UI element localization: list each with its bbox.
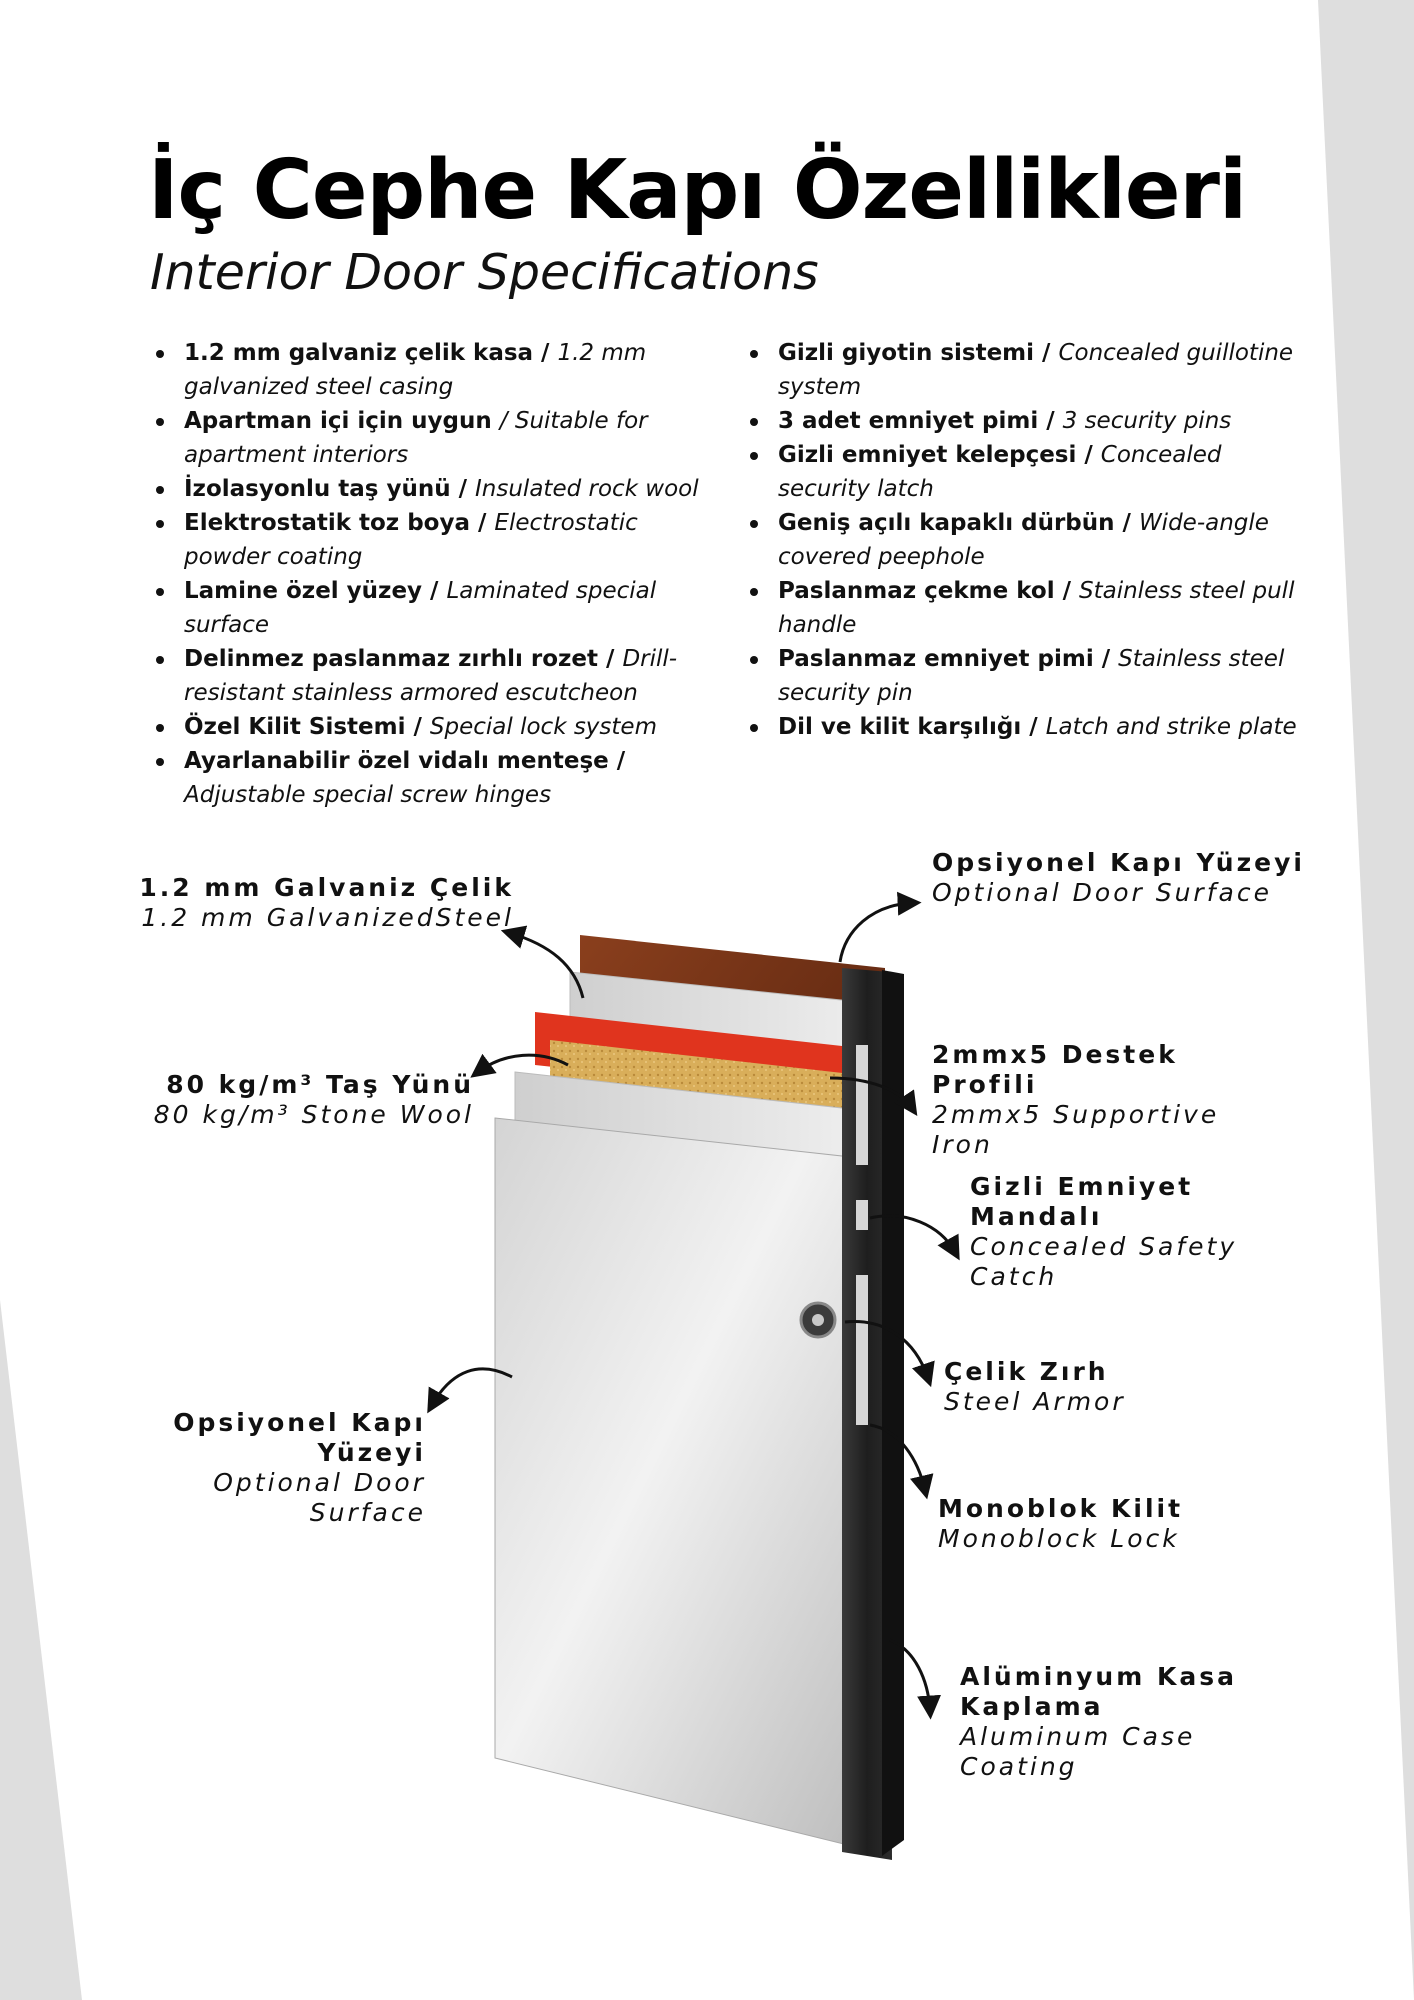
feature-tr: Ayarlanabilir özel vidalı menteşe / (184, 748, 626, 774)
feature-tr: Elektrostatik toz boya / (184, 510, 495, 536)
callout-en: Aluminum Case Coating (960, 1722, 1196, 1781)
callout-aluminum (960, 1662, 1240, 1782)
feature-en: Laminated special surface (184, 578, 657, 638)
feature-tr: Gizli emniyet kelepçesi / (778, 442, 1101, 468)
door-front-panel (495, 1118, 860, 1848)
callout-en: 80 kg/m³ Stone Wool (153, 1100, 474, 1129)
callout-tr: Gizli Emniyet Mandalı (970, 1172, 1194, 1231)
feature-tr: Özel Kilit Sistemi / (184, 714, 430, 740)
callout-safety-catch (970, 1172, 1270, 1292)
feature-tr: Paslanmaz çekme kol / (778, 578, 1079, 604)
feature-en: Special lock system (429, 714, 657, 740)
callout-support (932, 1040, 1282, 1160)
feature-tr: 1.2 mm galvaniz çelik kasa / (184, 340, 558, 366)
callout-tr: Alüminyum Kasa Kaplama (960, 1662, 1237, 1721)
callout-lock (938, 1494, 1238, 1554)
callout-en: Optional Door Surface (932, 878, 1272, 907)
callout-surface-left (170, 1408, 426, 1528)
feature-en: Concealed security latch (778, 442, 1222, 502)
feature-tr: Paslanmaz emniyet pimi / (778, 646, 1119, 672)
feature-en: Wide-angle covered peephole (778, 510, 1269, 570)
callout-galvanized (130, 873, 514, 933)
lock-plate (856, 1275, 868, 1425)
arrow-surface-top (840, 903, 912, 962)
feature-en: 1.2 mm galvanized steel casing (184, 340, 647, 400)
feature-tr: İzolasyonlu taş yünü / (184, 476, 476, 502)
callout-tr: Monoblok Kilit (938, 1494, 1184, 1523)
feature-tr: 3 adet emniyet pimi / (778, 408, 1063, 434)
page-title: İç Cephe Kapı Özellikleri (148, 143, 1247, 238)
feature-en: Stainless steel pull handle (778, 578, 1295, 638)
safety-catch-plate (856, 1200, 868, 1230)
feature-en: Adjustable special screw hinges (184, 782, 552, 808)
feature-en: Insulated rock wool (475, 476, 699, 502)
callout-tr: 2mmx5 Destek Profili (932, 1040, 1178, 1099)
support-plate (856, 1045, 868, 1165)
callout-steel-armor (944, 1357, 1244, 1417)
callout-en: Concealed Safety Catch (970, 1232, 1238, 1291)
callout-surface-top (932, 848, 1352, 908)
feature-tr: Delinmez paslanmaz zırhlı rozet / (184, 646, 623, 672)
callout-tr: Opsiyonel Kapı Yüzeyi (932, 848, 1305, 877)
callout-stone-wool (130, 1070, 474, 1130)
callout-tr: Çelik Zırh (944, 1357, 1109, 1386)
callout-tr: Opsiyonel Kapı Yüzeyi (173, 1408, 426, 1467)
escutcheon-core (812, 1314, 824, 1326)
callout-en: Monoblock Lock (938, 1524, 1180, 1553)
feature-en: / Suitable for apartment interiors (184, 408, 648, 468)
frame-side-flange (882, 970, 904, 1856)
callout-en: Optional Door Surface (213, 1468, 426, 1527)
page-subtitle: Interior Door Specifications (150, 244, 819, 301)
callout-en: 1.2 mm GalvanizedSteel (141, 903, 514, 932)
feature-en: 3 security pins (1062, 408, 1232, 434)
feature-tr: Gizli giyotin sistemi / (778, 340, 1059, 366)
feature-en: Stainless steel security pin (778, 646, 1285, 706)
feature-en: Drill-resistant stainless armored escutcheon (184, 646, 678, 706)
feature-en: Electrostatic powder coating (184, 510, 638, 570)
feature-en: Concealed guillotine system (778, 340, 1294, 400)
feature-tr: Lamine özel yüzey / (184, 578, 447, 604)
feature-tr: Geniş açılı kapaklı dürbün / (778, 510, 1139, 536)
callout-en: Steel Armor (944, 1387, 1126, 1416)
callout-en: 2mmx5 Supportive Iron (932, 1100, 1220, 1159)
callout-tr: 1.2 mm Galvaniz Çelik (139, 873, 514, 902)
feature-en: Latch and strike plate (1045, 714, 1297, 740)
feature-tr: Apartman içi için uygun (184, 408, 500, 434)
feature-tr: Dil ve kilit karşılığı / (778, 714, 1046, 740)
callout-tr: 80 kg/m³ Taş Yünü (166, 1070, 474, 1099)
